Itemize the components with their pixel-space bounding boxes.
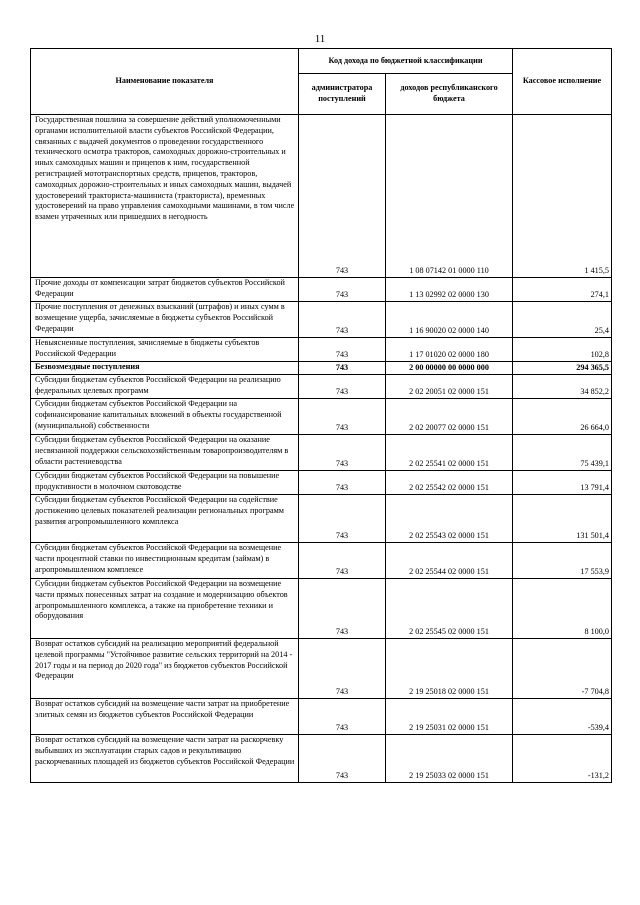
indicator-name-cell: Возврат остатков субсидий на возмещение части затрат на приобретение элитных семян из бюджетов субъектов Российской Федерации [31, 699, 299, 735]
indicator-name-cell: Субсидии бюджетам субъектов Российской Федерации на содействие достижению целевых показателей реализации региональных программ развития агропромышленного комплекса [31, 495, 299, 543]
indicator-name-cell: Возврат остатков субсидий на реализацию мероприятий федеральной целевой программы "Устойчивое развитие сельских территорий на 2014 - 2017 годы и на период до 2020 года" из бюджетов субъектов Российской Федерации [31, 639, 299, 699]
income-code-cell: 1 08 07142 01 0000 110 [386, 115, 513, 278]
header-code-group: Код дохода по бюджетной классификации [299, 49, 513, 74]
cash-amount-cell: -131,2 [513, 735, 612, 783]
income-code-cell: 1 16 90020 02 0000 140 [386, 302, 513, 338]
income-code-cell: 2 02 25542 02 0000 151 [386, 471, 513, 495]
income-code-cell: 2 02 25541 02 0000 151 [386, 435, 513, 471]
page-number: 11 [314, 33, 326, 45]
table-row [31, 471, 612, 495]
administrator-code-cell: 743 [299, 543, 386, 579]
cash-amount-cell: 274,1 [513, 278, 612, 302]
table-row [31, 543, 612, 579]
administrator-code-cell: 743 [299, 471, 386, 495]
income-code-cell: 1 17 01020 02 0000 180 [386, 338, 513, 362]
indicator-name-cell: Прочие поступления от денежных взысканий (штрафов) и иных сумм в возмещение ущерба, зачисляемые в бюджеты субъектов Российской Федерации [31, 302, 299, 338]
administrator-code-cell: 743 [299, 639, 386, 699]
indicator-name-cell: Субсидии бюджетам субъектов Российской Федерации на оказание несвязанной поддержки сельскохозяйственным товаропроизводителям в области растениеводства [31, 435, 299, 471]
table-row [31, 435, 612, 471]
table-row [31, 302, 612, 338]
cash-amount-cell: 13 791,4 [513, 471, 612, 495]
table-row [31, 639, 612, 699]
header-indicator-name: Наименование показателя [31, 49, 299, 115]
indicator-name-cell: Субсидии бюджетам субъектов Российской Федерации на возмещение части прямых понесенных затрат на создание и модернизацию объектов агропромышленного комплекса, а также на приобретение техники и оборудования [31, 579, 299, 639]
cash-amount-cell: 34 852,2 [513, 375, 612, 399]
income-code-cell: 2 19 25018 02 0000 151 [386, 639, 513, 699]
cash-amount-cell: 102,8 [513, 338, 612, 362]
administrator-code-cell: 743 [299, 362, 386, 375]
administrator-code-cell: 743 [299, 302, 386, 338]
indicator-name-cell: Субсидии бюджетам субъектов Российской Федерации на возмещение части процентной ставки по инвестиционным кредитам (займам) в агропромышленном комплексе [31, 543, 299, 579]
header-income-code: доходов республиканского бюджета [386, 74, 513, 115]
header-administrator: администратора поступлений [299, 74, 386, 115]
cash-amount-cell: 75 439,1 [513, 435, 612, 471]
income-code-cell: 2 02 25544 02 0000 151 [386, 543, 513, 579]
table-row [31, 495, 612, 543]
cash-amount-cell: -539,4 [513, 699, 612, 735]
administrator-code-cell: 743 [299, 435, 386, 471]
administrator-code-cell: 743 [299, 115, 386, 278]
cash-amount-cell: 294 365,5 [513, 362, 612, 375]
administrator-code-cell: 743 [299, 399, 386, 435]
table-row [31, 399, 612, 435]
administrator-code-cell: 743 [299, 495, 386, 543]
cash-amount-cell: -7 704,8 [513, 639, 612, 699]
indicator-name-cell: Невыясненные поступления, зачисляемые в бюджеты субъектов Российской Федерации [31, 338, 299, 362]
income-code-cell: 2 19 25031 02 0000 151 [386, 699, 513, 735]
administrator-code-cell: 743 [299, 699, 386, 735]
cash-amount-cell: 17 553,9 [513, 543, 612, 579]
table-row [31, 115, 612, 278]
administrator-code-cell: 743 [299, 735, 386, 783]
income-table [30, 48, 612, 783]
administrator-code-cell: 743 [299, 579, 386, 639]
table-row [31, 699, 612, 735]
cash-amount-cell: 131 501,4 [513, 495, 612, 543]
indicator-name-cell: Субсидии бюджетам субъектов Российской Федерации на реализацию федеральных целевых программ [31, 375, 299, 399]
table-row [31, 278, 612, 302]
table-row [31, 375, 612, 399]
cash-amount-cell: 26 664,0 [513, 399, 612, 435]
table-row [31, 362, 612, 375]
table-row [31, 338, 612, 362]
header-cash-execution: Кассовое исполнение [513, 49, 612, 115]
cash-amount-cell: 1 415,5 [513, 115, 612, 278]
income-code-cell: 2 19 25033 02 0000 151 [386, 735, 513, 783]
indicator-name-cell: Безвозмездные поступления [31, 362, 299, 375]
administrator-code-cell: 743 [299, 375, 386, 399]
table-row [31, 735, 612, 783]
administrator-code-cell: 743 [299, 278, 386, 302]
indicator-name-cell: Субсидии бюджетам субъектов Российской Федерации на повышение продуктивности в молочном скотоводстве [31, 471, 299, 495]
income-code-cell: 2 02 25545 02 0000 151 [386, 579, 513, 639]
indicator-name-cell: Субсидии бюджетам субъектов Российской Федерации на софинансирование капитальных вложений в объекты государственной (муниципальной) собственности [31, 399, 299, 435]
indicator-name-cell: Возврат остатков субсидий на возмещение части затрат на раскорчевку выбывших из эксплуатации старых садов и рекультивацию раскорчеванных площадей из бюджетов субъектов Российской Федерации [31, 735, 299, 783]
cash-amount-cell: 25,4 [513, 302, 612, 338]
income-code-cell: 1 13 02992 02 0000 130 [386, 278, 513, 302]
administrator-code-cell: 743 [299, 338, 386, 362]
income-code-cell: 2 02 20051 02 0000 151 [386, 375, 513, 399]
income-code-cell: 2 00 00000 00 0000 000 [386, 362, 513, 375]
table-row [31, 579, 612, 639]
indicator-name-cell: Прочие доходы от компенсации затрат бюджетов субъектов Российской Федерации [31, 278, 299, 302]
income-code-cell: 2 02 20077 02 0000 151 [386, 399, 513, 435]
indicator-name-cell: Государственная пошлина за совершение действий уполномоченными органами исполнительной власти субъектов Российской Федерации, связанных с выдачей документов о проведении государственного технического осмотра тракторов, самоходных дорожно-строительных и иных самоходных машин и прицепов к ним, государственной регистрацией мототранспортных средств, прицепов, тракторов, самоходных дорожно-строительных и иных самоходных машин, выдачей удостоверений тракториста-машиниста (тракториста), временных удостоверений на право управления самоходными машинами, в том числе взамен утраченных или пришедших в негодность [31, 115, 299, 278]
income-code-cell: 2 02 25543 02 0000 151 [386, 495, 513, 543]
cash-amount-cell: 8 100,0 [513, 579, 612, 639]
